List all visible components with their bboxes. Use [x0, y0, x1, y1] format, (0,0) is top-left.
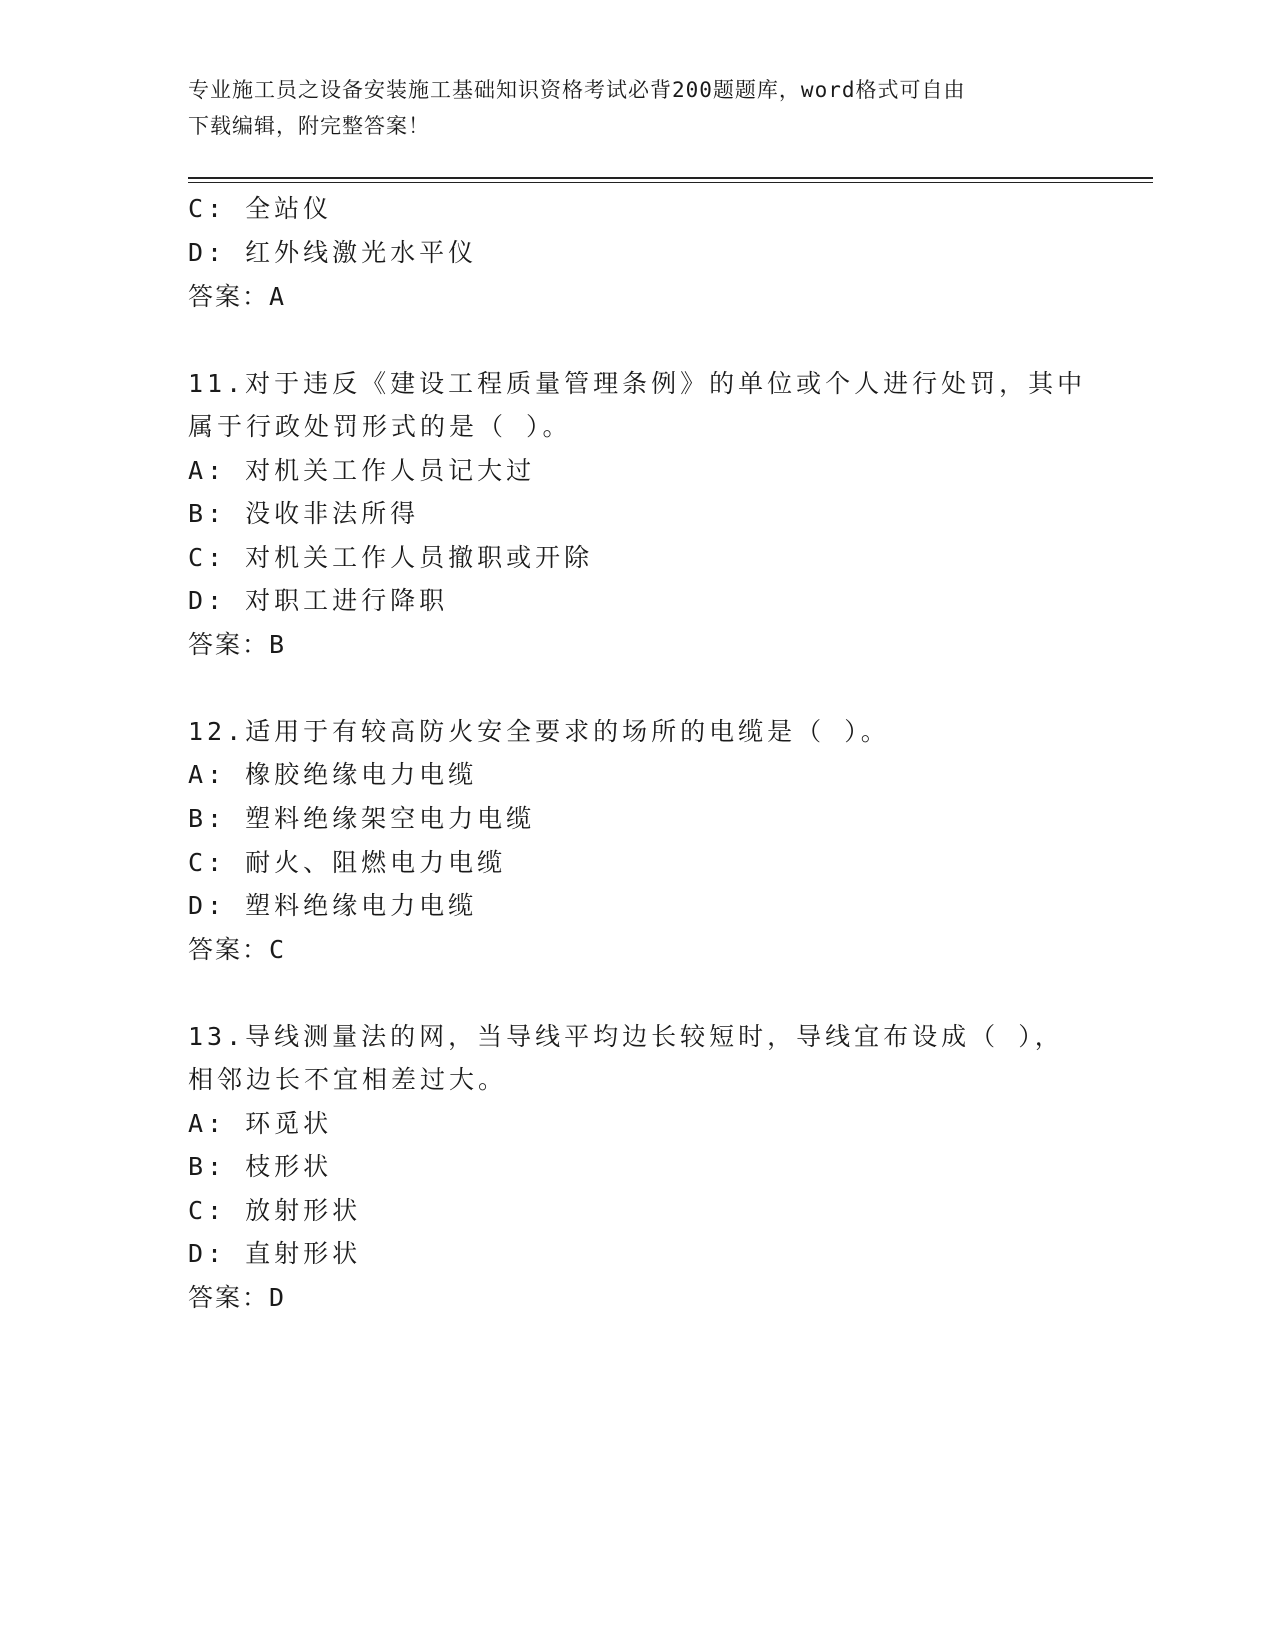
- question-13-stem-line-1: 13.导线测量法的网，当导线平均边长较短时，导线宜布设成（ ），: [188, 1022, 1064, 1051]
- question-13-stem-line-2: 相邻边长不宜相差过大。: [188, 1065, 508, 1094]
- header-title-line-2: 下载编辑，附完整答案！: [188, 114, 430, 138]
- document-header: [188, 72, 1068, 144]
- prev-question-option-d: D: 红外线激光水平仪: [188, 238, 478, 267]
- question-13-option-d: D: 直射形状: [188, 1239, 362, 1268]
- question-12-option-d: D: 塑料绝缘电力电缆: [188, 891, 478, 920]
- question-11-answer: 答案：B: [188, 630, 287, 659]
- prev-question-option-c: C: 全站仪: [188, 194, 333, 223]
- question-11-option-c: C: 对机关工作人员撤职或开除: [188, 543, 594, 572]
- question-11-stem-line-1: 11.对于违反《建设工程质量管理条例》的单位或个人进行处罚，其中: [188, 369, 1087, 398]
- question-13-answer: 答案：D: [188, 1283, 287, 1312]
- question-11-option-b: B: 没收非法所得: [188, 499, 420, 528]
- question-11-option-a: A: 对机关工作人员记大过: [188, 456, 536, 485]
- question-11-stem-line-2: 属于行政处罚形式的是（ ）。: [188, 412, 572, 441]
- question-12-stem-line-1: 12.适用于有较高防火安全要求的场所的电缆是（ ）。: [188, 717, 890, 746]
- question-13-option-b: B: 枝形状: [188, 1152, 333, 1181]
- header-title-line-1: 专业施工员之设备安装施工基础知识资格考试必背200题题库，word格式可自由: [188, 78, 966, 102]
- question-12-option-c: C: 耐火、阻燃电力电缆: [188, 848, 507, 877]
- question-12-option-a: A: 橡胶绝缘电力电缆: [188, 760, 478, 789]
- question-13-option-c: C: 放射形状: [188, 1196, 362, 1225]
- question-12-option-b: B: 塑料绝缘架空电力电缆: [188, 804, 536, 833]
- header-divider-thick: [188, 177, 1153, 179]
- question-12-answer: 答案：C: [188, 935, 287, 964]
- question-13-option-a: A: 环觅状: [188, 1109, 333, 1138]
- header-divider-thin: [188, 182, 1153, 183]
- prev-question-answer: 答案：A: [188, 282, 287, 311]
- question-11-option-d: D: 对职工进行降职: [188, 586, 449, 615]
